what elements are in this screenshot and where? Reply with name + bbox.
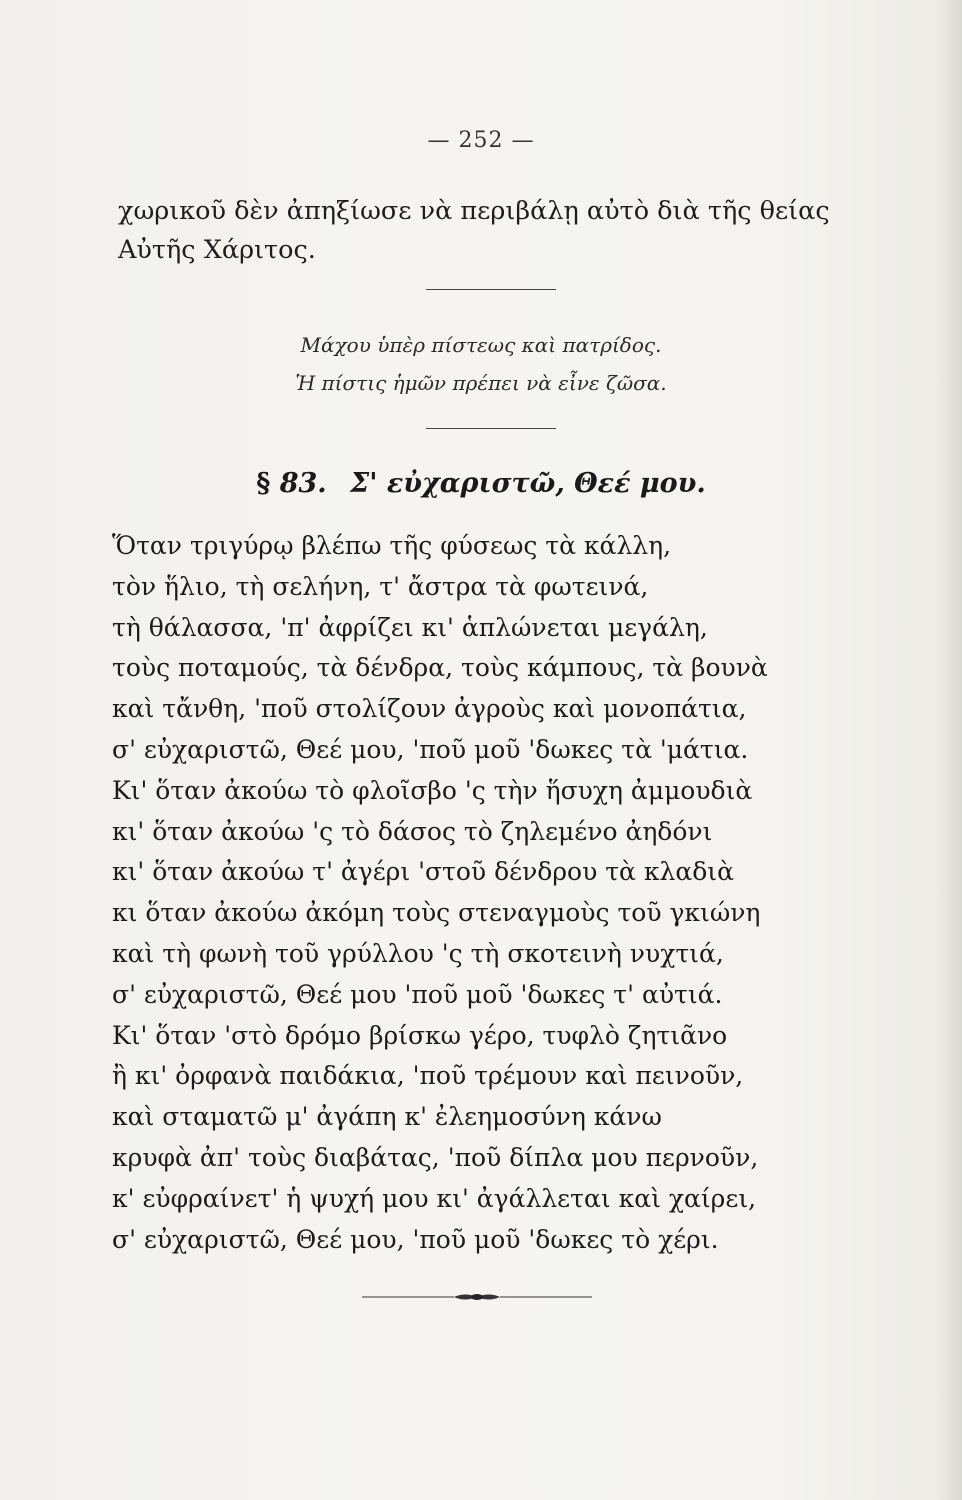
poem-line: σ' εὐχαριστῶ, Θεέ μου, 'ποῦ μοῦ 'δωκες τὸ χέρι. bbox=[112, 1224, 719, 1254]
separator-rule bbox=[426, 428, 556, 429]
end-ornament bbox=[362, 1290, 592, 1304]
intro-line: Αὐτῆς Χάριτος. bbox=[118, 235, 316, 265]
poem-line: καὶ τὴ φωνὴ τοῦ γρύλλου 'ς τὴ σκοτεινὴ νυχτιά, bbox=[112, 938, 724, 968]
separator-rule bbox=[426, 289, 556, 290]
intro-line: χωρικοῦ δὲν ἀπηξίωσε νὰ περιβάλῃ αὐτὸ διὰ τῆς θείας bbox=[118, 196, 830, 226]
poem-line: Κι' ὅταν 'στὸ δρόμο βρίσκω γέρο, τυφλὸ ζητιᾶνο bbox=[112, 1020, 728, 1050]
poem-line: κι ὅταν ἀκούω ἀκόμη τοὺς στεναγμοὺς τοῦ γκιώνη bbox=[112, 898, 761, 928]
poem-line: καὶ σταματῶ μ' ἀγάπη κ' ἐλεημοσύνη κάνω bbox=[112, 1102, 662, 1132]
poem-line: κι' ὅταν ἀκούω τ' ἀγέρι 'στοῦ δένδρου τὰ κλαδιὰ bbox=[112, 857, 734, 887]
section-heading bbox=[0, 468, 962, 499]
poem-line: κι' ὅταν ἀκούω 'ς τὸ δάσος τὸ ζηλεμένο ἀηδόνι bbox=[112, 816, 713, 846]
page-edge-shadow bbox=[934, 0, 962, 1500]
motto-line-1: Μάχου ὑπὲρ πίστεως καὶ πατρίδος. bbox=[300, 333, 662, 357]
poem-line: τὸν ἥλιο, τὴ σελήνη, τ' ἄστρα τὰ φωτεινά, bbox=[112, 571, 649, 601]
page-number: — 252 — bbox=[427, 128, 535, 153]
poem-line: καὶ τἄνθη, 'ποῦ στολίζουν ἀγροὺς καὶ μονοπάτια, bbox=[112, 694, 747, 724]
section-number: 83. bbox=[279, 468, 327, 499]
intro-paragraph bbox=[118, 192, 878, 270]
poem-line: σ' εὐχαριστῶ, Θεέ μου 'ποῦ μοῦ 'δωκες τ' αὐτιά. bbox=[112, 979, 723, 1009]
poem-line: κρυφὰ ἀπ' τοὺς διαβάτας, 'ποῦ δίπλα μου περνοῦν, bbox=[112, 1142, 759, 1172]
poem-line: Κι' ὅταν ἀκούω τὸ φλοῖσβο 'ς τὴν ἥσυχη ἀμμουδιὰ bbox=[112, 775, 753, 805]
section-symbol: § bbox=[256, 468, 271, 499]
poem-line: ἢ κι' ὀρφανὰ παιδάκια, 'ποῦ τρέμουν καὶ πεινοῦν, bbox=[112, 1061, 744, 1091]
poem-line: τὴ θάλασσα, 'π' ἀφρίζει κι' ἁπλώνεται μεγάλη, bbox=[112, 612, 708, 642]
motto-line-2: Ἡ πίστις ἡμῶν πρέπει νὰ εἶνε ζῶσα. bbox=[295, 371, 667, 395]
poem-line: τοὺς ποταμούς, τὰ δένδρα, τοὺς κάμπους, τὰ βουνὰ bbox=[112, 653, 768, 683]
poem-line: Ὅταν τριγύρῳ βλέπω τῆς φύσεως τὰ κάλλη, bbox=[112, 531, 672, 560]
poem bbox=[112, 526, 892, 1260]
poem-line: σ' εὐχαριστῶ, Θεέ μου, 'ποῦ μοῦ 'δωκες τὰ 'μάτια. bbox=[112, 734, 749, 764]
section-title: Σ' εὐχαριστῶ, Θεέ μου. bbox=[350, 468, 706, 499]
poem-line: κ' εὐφραίνετ' ἡ ψυχή μου κι' ἀγάλλεται καὶ χαίρει, bbox=[112, 1183, 757, 1213]
